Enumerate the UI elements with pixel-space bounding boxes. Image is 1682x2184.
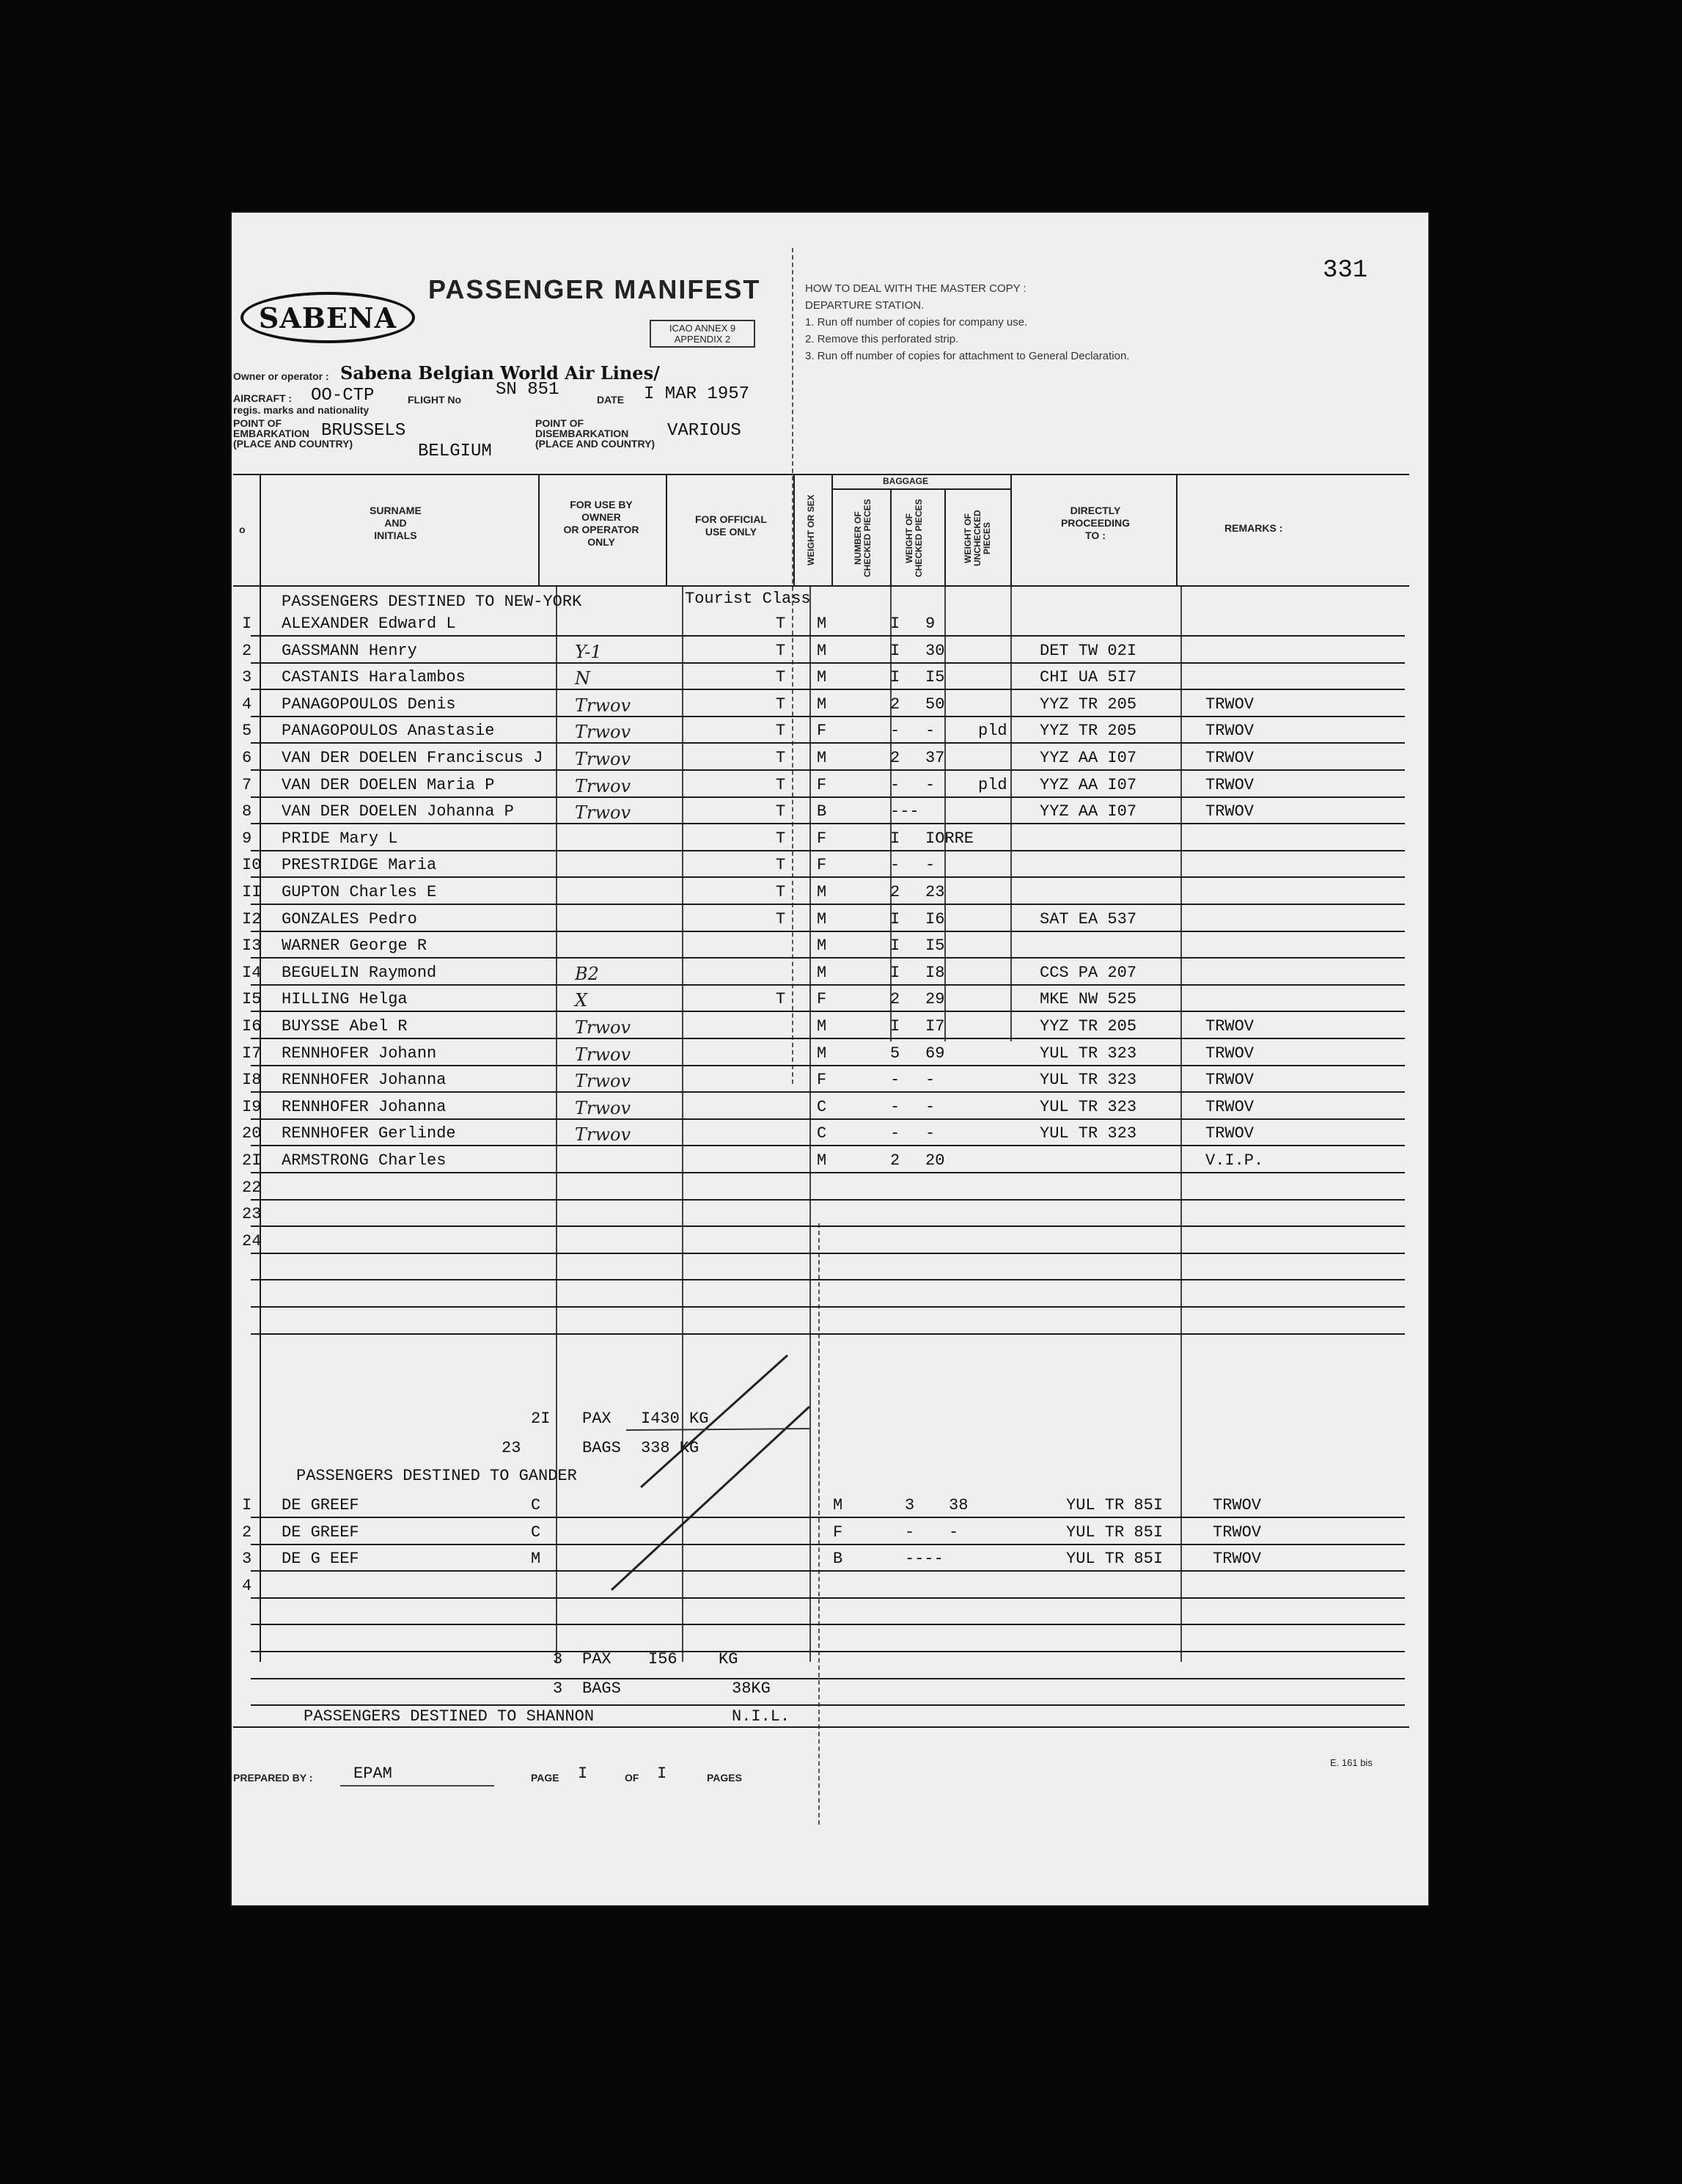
class-mark: T [776,641,786,660]
handwritten-mark: Trwov [575,749,631,769]
row-number: I7 [242,1044,262,1063]
col-header-text: TO : [1085,529,1106,541]
sex-value: F [833,1522,843,1542]
sex-value: M [817,668,827,687]
onward-flight: YYZ AA I07 [1040,775,1137,794]
remarks-value: TRWOV [1205,695,1255,714]
checked-weight: 38 [949,1496,969,1514]
checked-pieces: 3 [905,1496,915,1514]
onward-flight: YYZ TR 205 [1040,695,1137,714]
row-number: 24 [242,1231,262,1250]
row-number: 5 [242,722,252,741]
row-number: 22 [242,1178,262,1197]
disembark-label: DISEMBARKATION [535,428,629,439]
class-mark: T [776,775,786,794]
row-number: I [242,615,252,633]
checked-pieces: 2 [890,749,900,767]
checked-pieces: I [890,615,900,633]
col-header-text: FOR OFFICIAL [695,513,767,525]
form-code: E. 161 bis [1330,1757,1373,1768]
remarks-value: TRWOV [1205,1124,1255,1143]
col-header-text: ONLY [587,536,615,548]
passenger-name: PANAGOPOULOS Anastasie [282,722,495,741]
checked-pieces: I [890,937,900,956]
sex-value: M [817,1017,827,1036]
gander-pax-label: PAX [582,1650,612,1668]
handwritten-mark: B2 [575,963,599,984]
sex-value: M [817,937,827,956]
remarks-value: V.I.P. [1205,1151,1264,1170]
onward-flight: YUL TR 85I [1066,1496,1164,1514]
col-weight-sex-header: WEIGHT OR SEX [806,494,816,566]
sex-value: M [817,1151,827,1170]
checked-weight: 30 [925,641,945,660]
passenger-name: DE GREEF [282,1522,359,1542]
checked-weight: - [925,856,936,875]
col-header-text: SURNAME [370,505,422,516]
row-number: I2 [242,909,262,928]
passenger-name: CASTANIS Haralambos [282,668,466,687]
col-header-text: PROCEEDING [1060,517,1131,529]
col-bag-num-header: NUMBER OF CHECKED PIECES [853,499,873,578]
passenger-name: DE G EEF [282,1550,359,1569]
section-note: Tourist Class [685,590,811,608]
handwritten-mark: X [575,990,588,1011]
checked-pieces: - [890,1124,900,1143]
row-number: 3 [242,1550,252,1569]
checked-pieces: I [890,1017,900,1036]
handwritten-mark: Trwov [575,775,631,796]
class-mark: T [776,883,786,901]
remarks-value: TRWOV [1205,1071,1255,1090]
passenger-name: PRIDE Mary L [282,829,398,848]
sex-value: B [817,802,827,821]
passenger-name: RENNHOFER Johanna [282,1097,447,1116]
handwritten-mark: Trwov [575,1097,631,1118]
passenger-name: GUPTON Charles E [282,883,437,901]
remarks-value: TRWOV [1205,722,1255,741]
class-mark: T [776,722,786,741]
sex-value: F [817,722,827,741]
passenger-name: BUYSSE Abel R [282,1017,408,1036]
checked-weight: - [925,775,936,794]
date-value: I MAR 1957 [644,384,750,404]
row-number: 9 [242,829,252,848]
sex-value: F [817,1071,827,1090]
col-baggage-header: BAGGAGE [883,476,929,486]
instruction-step: 1. Run off number of copies for company use. [805,316,1028,329]
checked-weight: 37 [925,749,945,767]
sex-value: M [817,749,827,767]
gander-bags-label: BAGS [582,1679,621,1698]
remarks-value: TRWOV [1205,749,1255,767]
passenger-name: VAN DER DOELEN Maria P [282,775,495,794]
row-number: 7 [242,775,252,794]
onward-flight: MKE NW 525 [1040,990,1137,1009]
icao-line-2: APPENDIX 2 [674,334,731,345]
sex-value: F [817,856,827,875]
onward-flight: YUL TR 85I [1066,1550,1164,1569]
checked-pieces: --- [890,802,919,821]
manifest-page [230,211,1430,1907]
page-value: I [578,1765,588,1783]
row-number: I5 [242,990,262,1009]
onward-flight: YYZ TR 205 [1040,722,1137,741]
handwritten-mark: Trwov [575,802,631,824]
sex-value: C [817,1124,827,1143]
class-mark: T [776,695,786,714]
class-mark: T [776,829,786,848]
class-mark: T [776,749,786,767]
onward-flight: YYZ TR 205 [1040,1017,1137,1036]
aircraft-label: AIRCRAFT : [233,392,293,404]
checked-weight: - [925,1124,936,1143]
col-header-text: AND [384,517,407,529]
disembark-label: POINT OF [535,417,584,429]
checked-pieces: - [890,856,900,875]
checked-pieces: I [890,668,900,687]
row-number: 2I [242,1151,262,1170]
row-number: 23 [242,1205,262,1224]
ny-bags-count: 23 [502,1439,521,1457]
disembark-label: (PLACE AND COUNTRY) [535,438,655,450]
checked-pieces: 5 [890,1044,900,1063]
gander-pax-count: 3 [553,1650,563,1668]
checked-pieces: 2 [890,883,900,901]
ny-bags-label: BAGS [582,1439,621,1457]
sex-value: M [817,1044,827,1063]
row-number: 4 [242,695,252,714]
remarks-value: TRWOV [1205,1044,1255,1063]
unchecked-weight: pld [978,775,1007,794]
gander-bags-kg: 38KG [732,1679,771,1698]
handwritten-mark: Trwov [575,722,631,743]
checked-weight: - [925,722,936,741]
sex-value: F [817,990,827,1009]
section-heading-new-york: PASSENGERS DESTINED TO NEW-YORK [282,593,582,611]
passenger-name: DE GREEF [282,1496,359,1514]
row-number: 2 [242,1522,252,1542]
checked-weight: - [949,1522,959,1542]
class-mark: T [776,802,786,821]
passenger-name: RENNHOFER Johann [282,1044,437,1063]
sex-value: F [817,775,827,794]
col-bag-unchecked-header: WEIGHT OF UNCHECKED PIECES [963,510,992,567]
remarks-value: TRWOV [1205,802,1255,821]
ny-pax-label: PAX [582,1410,612,1428]
onward-flight: YUL TR 323 [1040,1124,1137,1143]
checked-weight: I5 [925,937,945,956]
gander-bags-count: 3 [553,1679,563,1698]
instruction-step: 2. Remove this perforated strip. [805,333,959,345]
remarks-value: TRWOV [1205,775,1255,794]
row-number: I3 [242,937,262,956]
class-mark: T [776,668,786,687]
checked-pieces: - [890,722,900,741]
class-mark: T [776,856,786,875]
owner-value: Sabena Belgian World Air Lines/ [340,362,660,384]
remarks-value: TRWOV [1205,1097,1255,1116]
checked-weight: 9 [925,615,936,633]
col-header-text: DIRECTLY [1070,505,1121,516]
embark-label: POINT OF [233,417,282,429]
onward-flight: CCS PA 207 [1040,963,1137,982]
handwritten-mark: Trwov [575,1071,631,1092]
aircraft-value: OO-CTP [311,386,375,406]
passenger-name: PANAGOPOULOS Denis [282,695,456,714]
passenger-name: ALEXANDER Edward L [282,615,456,633]
sex-value: C [817,1097,827,1116]
pages-label: PAGES [707,1772,742,1784]
row-number: 6 [242,749,252,767]
prepared-value: EPAM [353,1765,392,1783]
passenger-name: ARMSTRONG Charles [282,1151,447,1170]
strike-line [641,1355,787,1487]
checked-weight: - [925,1071,936,1090]
strike-line [612,1407,809,1590]
sex-value: M [817,909,827,928]
col-remarks-header: REMARKS : [1224,522,1283,534]
page-number: 331 [1323,257,1368,285]
row-number: 8 [242,802,252,821]
ny-pax-count: 2I [531,1410,551,1428]
handwritten-mark: Trwov [575,1017,631,1038]
passenger-name: BEGUELIN Raymond [282,963,437,982]
onward-flight: YUL TR 323 [1040,1071,1137,1090]
col-no-header: o [239,524,246,535]
owner-label: Owner or operator : [233,370,329,382]
instruction-step: 3. Run off number of copies for attachment to General Declaration. [805,350,1130,362]
checked-weight: 20 [925,1151,945,1170]
sex-value: M [817,695,827,714]
page-title: PASSENGER MANIFEST [428,274,761,304]
prepared-label: PREPARED BY : [233,1772,313,1784]
row-number: 20 [242,1124,262,1143]
handwritten-mark: Trwov [575,695,631,716]
col-header-text: INITIALS [374,529,417,541]
row-number: I8 [242,1071,262,1090]
checked-pieces: - [890,1071,900,1090]
sabena-logo: SABENA [240,292,415,343]
gander-pax-kg: I56 [648,1650,677,1668]
remarks-value: TRWOV [1213,1522,1262,1542]
remarks-value: TRWOV [1205,1017,1255,1036]
checked-weight: 29 [925,990,945,1009]
flight-value: SN 851 [496,380,559,400]
page-label: PAGE [531,1772,559,1784]
checked-weight: IORRE [925,829,974,848]
row-number: 2 [242,641,252,660]
row-number: II [242,883,262,901]
checked-pieces: 2 [890,695,900,714]
checked-weight: 50 [925,695,945,714]
handwriting-overlay [230,211,1430,1907]
gander-pax-unit: KG [719,1650,738,1668]
row-number: I [242,1496,252,1514]
row-number: 4 [242,1576,252,1595]
unchecked-weight: pld [978,722,1007,741]
flight-label: FLIGHT No [408,394,462,406]
sex-value: M [817,615,827,633]
col-header-text: FOR USE BY [570,499,633,510]
passenger-name: RENNHOFER Johanna [282,1071,447,1090]
sex-value: F [817,829,827,848]
checked-pieces: I [890,963,900,982]
onward-flight: YYZ AA I07 [1040,802,1137,821]
initials: C [531,1496,541,1514]
aircraft-sub-label: regis. marks and nationality [233,404,370,416]
checked-weight: I8 [925,963,945,982]
class-mark: T [776,990,786,1009]
instructions-subheading: DEPARTURE STATION. [805,299,925,312]
checked-weight: I6 [925,909,945,928]
instructions-heading: HOW TO DEAL WITH THE MASTER COPY : [805,282,1027,295]
strike-line [626,1429,809,1430]
ny-pax-kg: I430 KG [641,1410,709,1428]
checked-weight: I5 [925,668,945,687]
handwritten-mark: Trwov [575,1044,631,1065]
checked-pieces: 2 [890,1151,900,1170]
row-number: 3 [242,668,252,687]
checked-pieces: I [890,909,900,928]
shannon-value: N.I.L. [732,1707,790,1726]
col-header-text: OR OPERATOR [563,524,639,535]
initials: C [531,1522,541,1542]
onward-flight: YUL TR 323 [1040,1044,1137,1063]
passenger-name: HILLING Helga [282,990,408,1009]
of-label: OF [625,1772,639,1784]
sex-value: M [833,1496,843,1514]
checked-weight: 23 [925,883,945,901]
row-number: I9 [242,1097,262,1116]
onward-flight: SAT EA 537 [1040,909,1137,928]
sex-value: M [817,883,827,901]
passenger-name: VAN DER DOELEN Johanna P [282,802,514,821]
embark-label: EMBARKATION [233,428,309,439]
checked-pieces: ---- [905,1550,944,1569]
of-value: I [657,1765,667,1783]
checked-pieces: - [890,1097,900,1116]
onward-flight: YUL TR 85I [1066,1522,1164,1542]
remarks-value: TRWOV [1213,1496,1262,1514]
embark-country: BELGIUM [418,441,492,461]
passenger-name: GONZALES Pedro [282,909,417,928]
initials: M [531,1550,541,1569]
embark-label: (PLACE AND COUNTRY) [233,438,353,450]
passenger-name: WARNER George R [282,937,427,956]
date-label: DATE [597,394,625,406]
handwritten-mark: N [575,668,590,689]
sex-value: M [817,963,827,982]
ny-bags-kg: 338 KG [641,1439,699,1457]
row-number: I6 [242,1017,262,1036]
section-heading-gander: PASSENGERS DESTINED TO GANDER [296,1467,577,1485]
passenger-name: RENNHOFER Gerlinde [282,1124,456,1143]
checked-pieces: - [905,1522,915,1542]
onward-flight: CHI UA 5I7 [1040,668,1137,687]
passenger-name: PRESTRIDGE Maria [282,856,437,875]
checked-pieces: I [890,641,900,660]
embark-value: BRUSSELS [321,421,406,441]
sex-value: M [817,641,827,660]
checked-pieces: - [890,775,900,794]
row-number: I4 [242,963,262,982]
handwritten-mark: Y-1 [575,641,602,662]
onward-flight: DET TW 02I [1040,641,1137,660]
col-header-text: OWNER [581,511,621,523]
passenger-name: GASSMANN Henry [282,641,417,660]
checked-weight: I7 [925,1017,945,1036]
col-header-text: USE ONLY [705,526,757,538]
disembark-value: VARIOUS [667,421,741,441]
onward-flight: YYZ AA I07 [1040,749,1137,767]
row-number: I0 [242,856,262,875]
onward-flight: YUL TR 323 [1040,1097,1137,1116]
class-mark: T [776,909,786,928]
col-bag-weight-header: WEIGHT OF CHECKED PIECES [904,499,924,578]
checked-weight: 69 [925,1044,945,1063]
section-heading-shannon: PASSENGERS DESTINED TO SHANNON [304,1707,595,1726]
remarks-value: TRWOV [1213,1550,1262,1569]
passenger-name: VAN DER DOELEN Franciscus J [282,749,543,767]
class-mark: T [776,615,786,633]
checked-weight: - [925,1097,936,1116]
icao-line-1: ICAO ANNEX 9 [669,323,736,334]
checked-pieces: I [890,829,900,848]
handwritten-mark: Trwov [575,1124,631,1146]
sex-value: B [833,1550,843,1569]
checked-pieces: 2 [890,990,900,1009]
